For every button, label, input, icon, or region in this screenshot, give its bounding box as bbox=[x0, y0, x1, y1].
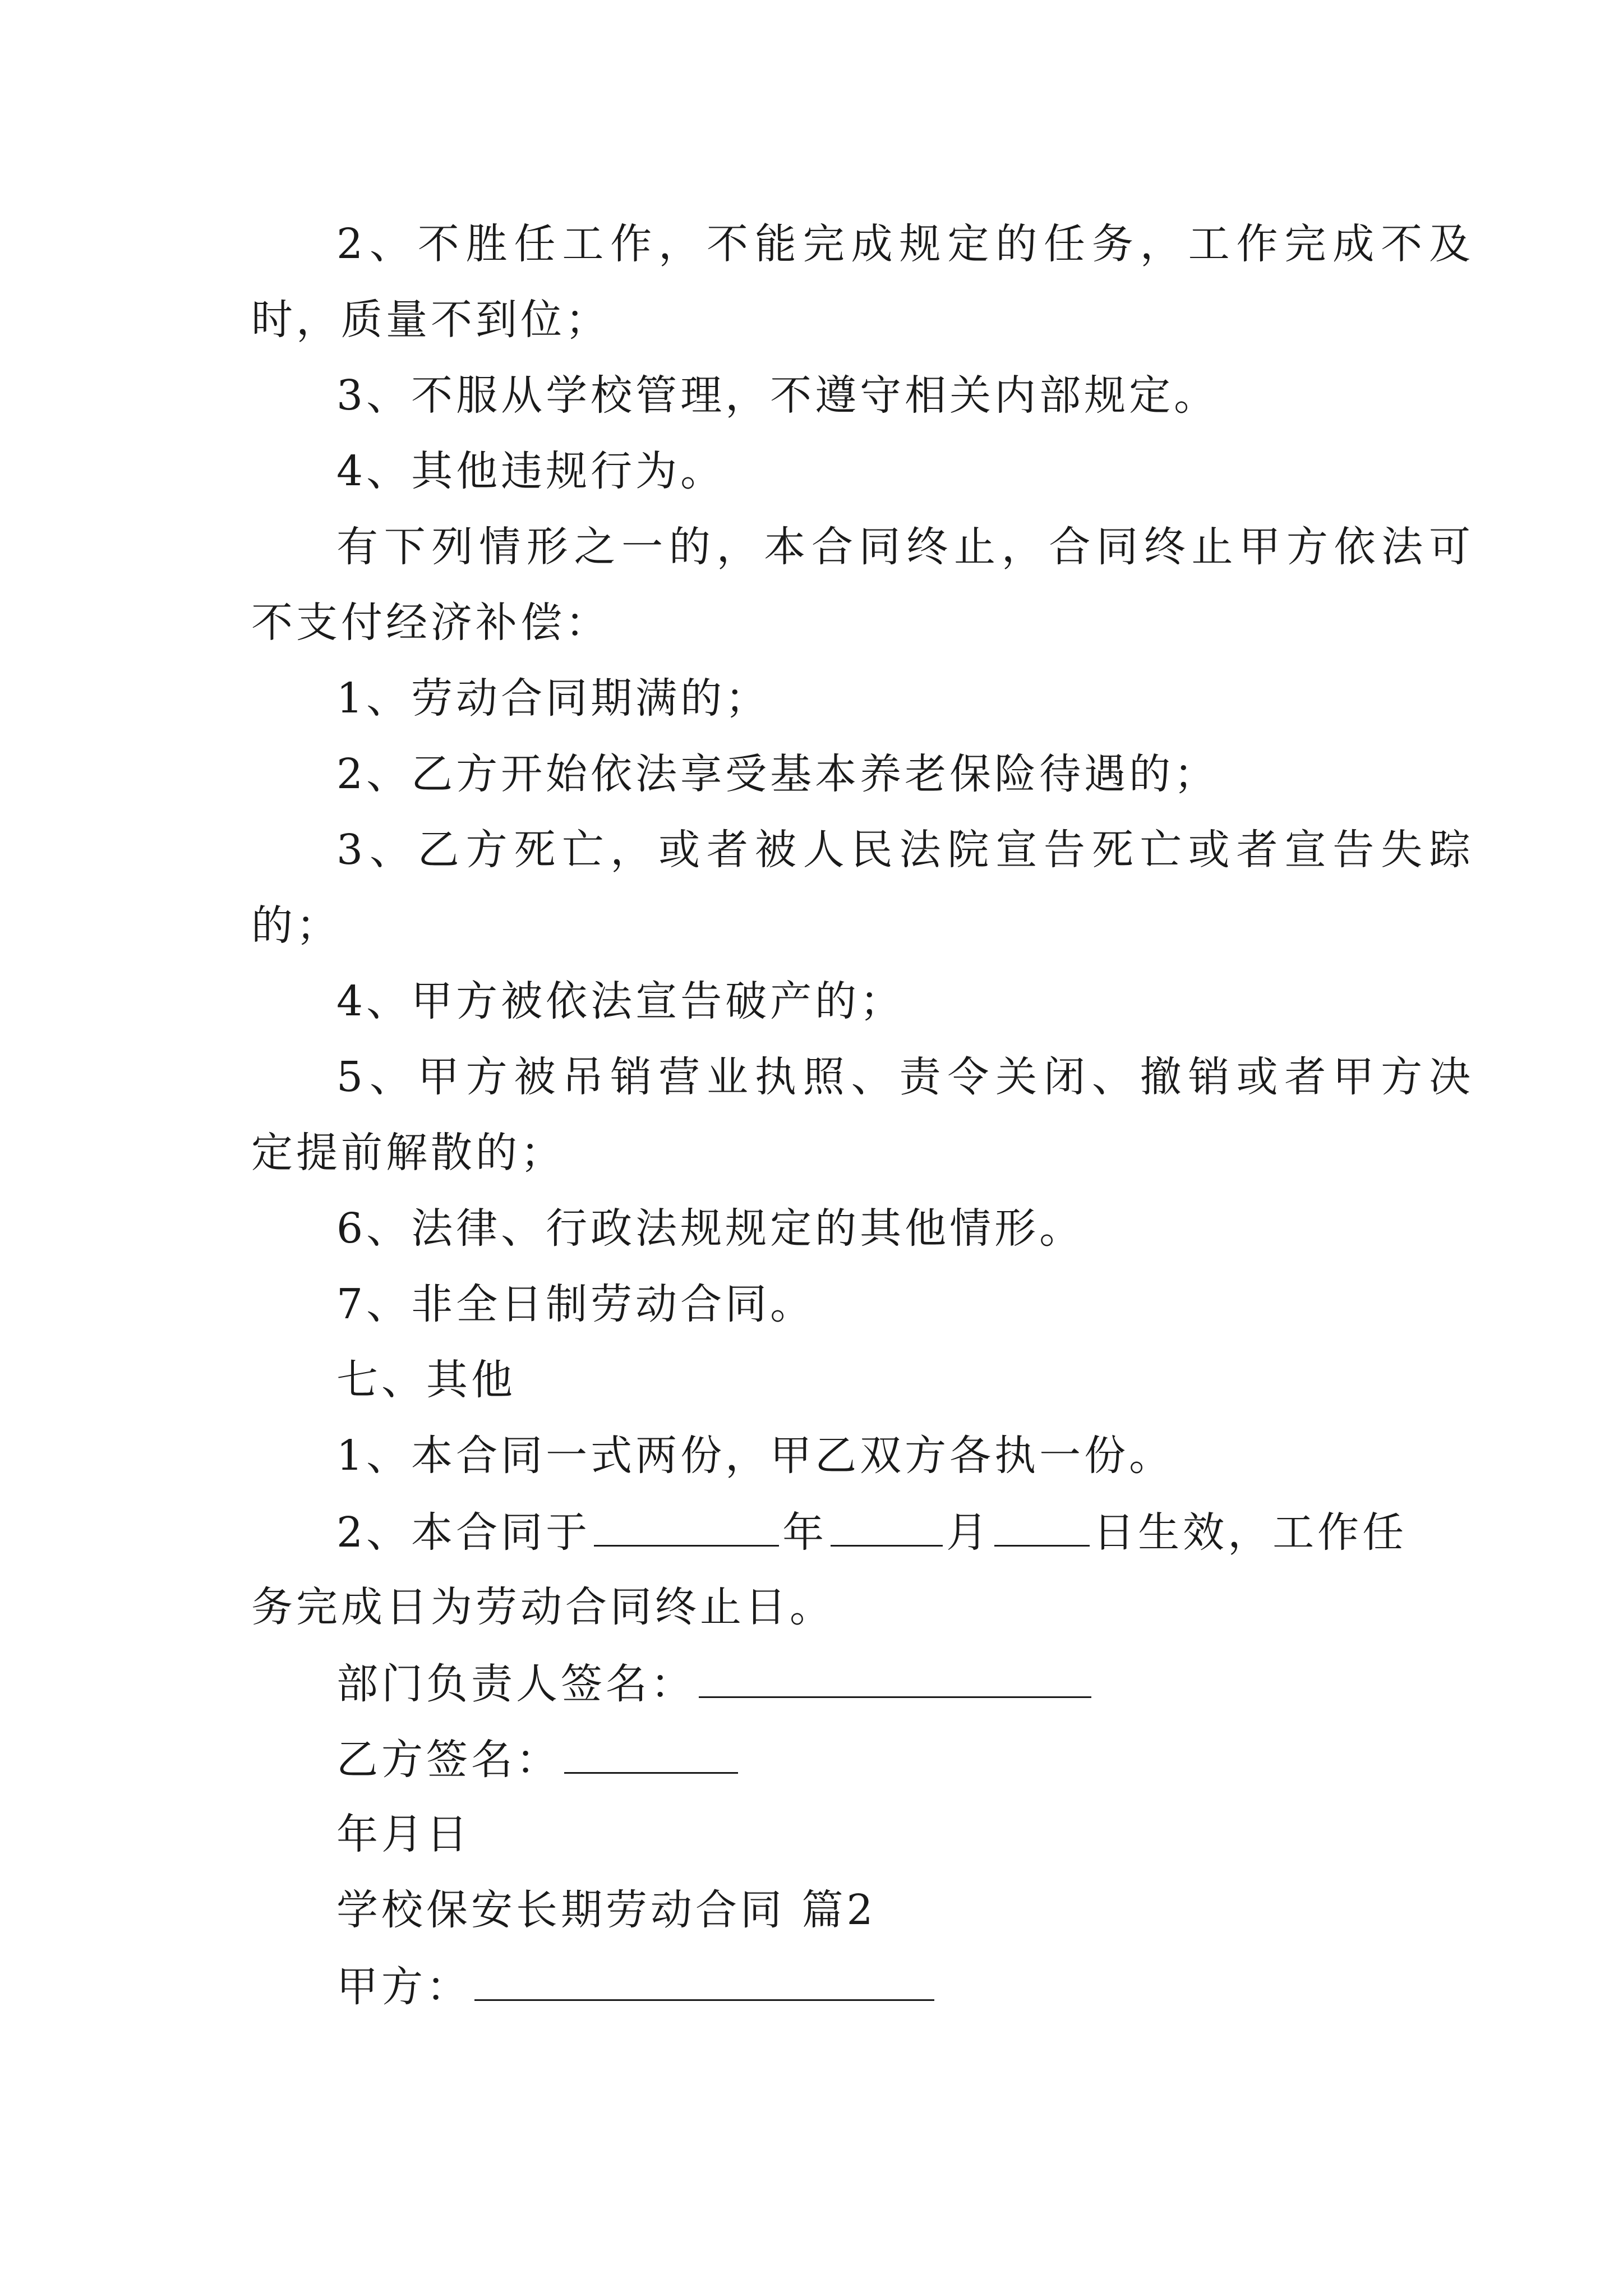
month-label: 月 bbox=[946, 1508, 992, 1557]
contract-title: 学校保安长期劳动合同 篇2 bbox=[336, 1886, 877, 1934]
date-line: 年月日 bbox=[336, 1810, 471, 1858]
clause-line: 5、甲方被吊销营业执照、责令关闭、撤销或者甲方决 bbox=[336, 1053, 1470, 1101]
effective-date-prefix: 2、本合同于 bbox=[336, 1508, 591, 1557]
clause-line: 2、乙方开始依法享受基本养老保险待遇的； bbox=[336, 750, 1219, 798]
day-blank[interactable] bbox=[994, 1503, 1090, 1547]
effective-date-suffix: 日生效，工作任 bbox=[1093, 1508, 1408, 1557]
clause-line: 务完成日为劳动合同终止日。 bbox=[251, 1583, 834, 1631]
clause-line: 1、本合同一式两份，甲乙双方各执一份。 bbox=[336, 1432, 1174, 1480]
party-a-blank[interactable] bbox=[474, 1958, 934, 2001]
year-blank[interactable] bbox=[594, 1503, 779, 1547]
clause-line: 7、非全日制劳动合同。 bbox=[336, 1280, 815, 1328]
clause-line: 6、法律、行政法规规定的其他情形。 bbox=[336, 1204, 1085, 1253]
clause-line: 不支付经济补偿： bbox=[251, 599, 610, 647]
clause-line: 4、甲方被依法宣告破产的； bbox=[336, 977, 905, 1025]
dept-head-signature-label: 部门负责人签名： bbox=[336, 1660, 695, 1708]
party-b-signature-label: 乙方签名： bbox=[336, 1736, 561, 1784]
party-a-label: 甲方： bbox=[336, 1963, 471, 2011]
clause-line: 的； bbox=[251, 901, 341, 950]
clause-line: 时，质量不到位； bbox=[251, 296, 610, 344]
clause-line: 3、乙方死亡，或者被人民法院宣告死亡或者宣告失踪 bbox=[336, 826, 1470, 874]
party-b-signature-blank[interactable] bbox=[564, 1731, 738, 1774]
clause-line: 4、其他违规行为。 bbox=[336, 447, 726, 495]
party-a-line bbox=[336, 1958, 938, 2015]
section-heading: 七、其他 bbox=[336, 1356, 516, 1404]
clause-line: 定提前解散的； bbox=[251, 1129, 565, 1177]
clause-line: 3、不服从学校管理，不遵守相关内部规定。 bbox=[336, 371, 1219, 420]
clause-line: 1、劳动合同期满的； bbox=[336, 674, 771, 723]
clause-line: 2、不胜任工作，不能完成规定的任务，工作完成不及 bbox=[336, 220, 1470, 268]
dept-head-signature-blank[interactable] bbox=[699, 1655, 1091, 1698]
dept-head-signature-line bbox=[336, 1655, 1095, 1712]
party-b-signature-line bbox=[336, 1731, 741, 1788]
effective-date-line bbox=[336, 1503, 1407, 1561]
year-label: 年 bbox=[782, 1508, 828, 1557]
month-blank[interactable] bbox=[831, 1503, 943, 1547]
clause-line: 有下列情形之一的，本合同终止，合同终止甲方依法可 bbox=[336, 523, 1470, 571]
